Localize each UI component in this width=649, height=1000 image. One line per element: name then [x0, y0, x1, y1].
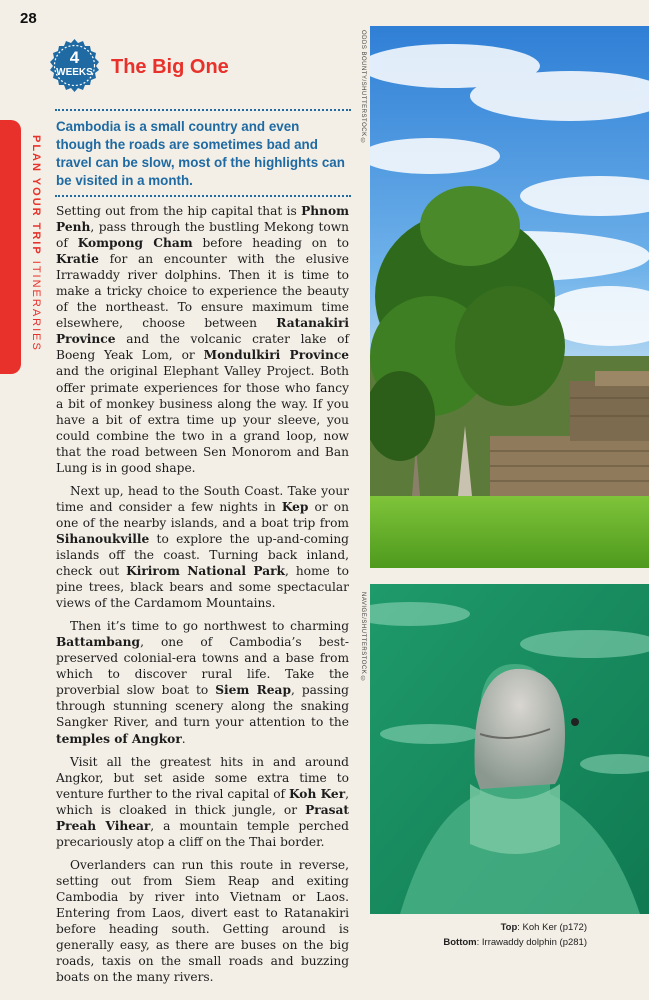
section-label-sub: ITINERARIES	[30, 260, 42, 352]
body-text-run: Then it’s time to go northwest to charming	[70, 619, 349, 634]
section-tab	[0, 120, 21, 374]
place-name: Battambang	[56, 635, 141, 650]
body-paragraph	[56, 483, 349, 611]
photo-credit-bottom: NAVIGE/SHUTTERSTOCK ©	[360, 592, 366, 683]
body-text-run: and the original Elephant Valley Project. Both offer primate experiences for those who fancy a bit of monkey business along the way. If you have a bit of extra time up your sleeve, you could combine the two in a grand loop, now that the road between Sen Monorom and Ban Lung is in good shape.	[56, 364, 349, 475]
body-text	[56, 203, 349, 992]
page-number: 28	[20, 10, 37, 27]
caption-bottom-text: : Irrawaddy dolphin (p281)	[476, 937, 587, 948]
place-name: Kompong Cham	[77, 236, 193, 251]
place-name: Koh Ker	[288, 786, 346, 801]
body-text-run: Setting out from the hip capital that is	[56, 204, 302, 218]
body-text-run: and the volcanic crater lake of Boeng Yeak Lom, or	[56, 332, 349, 363]
badge-number: 4	[69, 48, 80, 67]
body-text-run: , home to pine trees, black bears and some spectacular views of the Cardamom Mountains.	[56, 564, 349, 611]
caption-bottom	[443, 937, 587, 948]
body-paragraph	[56, 203, 349, 476]
place-name: Mondulkiri Province	[203, 348, 349, 363]
body-text-run: Visit all the greatest hits in and around Angkor, but set aside some extra time to venture further to the rival capital of	[56, 754, 349, 801]
body-text-run: .	[181, 731, 186, 746]
badge-unit: WEEKS	[56, 67, 93, 78]
body-text-run: for an encounter with the elusive Irrawaddy river dolphins. Then it is time to make a tricky choice to experience the beauty of the northeast. To ensure maximum time elsewhere, choose between	[56, 252, 349, 331]
place-name: Siem Reap	[215, 683, 291, 698]
body-text-run: to explore the up-and-coming islands off the coast. Turning back inland, check out	[56, 531, 349, 579]
body-text-run: , which is cloaked in thick jungle, or	[56, 786, 349, 817]
intro-divider-top	[55, 109, 351, 111]
intro-text: Cambodia is a small country and even though the roads are sometimes bad and travel can be slow, most of the highlights can be visited in a month.	[56, 119, 345, 188]
place-name: Ratanakiri Province	[56, 316, 349, 347]
dolphin-photo	[370, 584, 649, 914]
caption-bottom-label: Bottom	[443, 937, 477, 948]
body-paragraph	[56, 754, 349, 850]
body-text-run: , a mountain temple perched precariously atop a cliff on the Thai border.	[56, 818, 349, 849]
body-paragraph	[56, 618, 349, 746]
body-text-run: Next up, head to the South Coast. Take your time and consider a few nights in	[56, 483, 349, 514]
body-text-run: , pass through the bustling Mekong town of	[56, 220, 349, 251]
body-text-run: before heading on to	[192, 236, 349, 251]
body-text-run: , one of Cambodia’s best-preserved colonial-era towns and a base from which to discover rural life. Take the proverbial slow boat to	[56, 635, 349, 698]
section-label	[28, 135, 42, 352]
intro-divider-bottom	[55, 195, 351, 197]
place-name: temples of Angkor	[56, 731, 182, 746]
body-paragraph	[56, 857, 349, 985]
body-text-run: , passing through stunning scenery along the snaking Sangker River, and turn your attention to the	[56, 683, 349, 730]
caption-top-text: : Koh Ker (p172)	[517, 922, 587, 933]
body-text-run: Overlanders can run this route in reverse, setting out from Siem Reap and exiting Cambodia by river into Vietnam or Laos. Entering from Laos, divert east to Ratanakiri before heading south. Getting around is generally easy, as there are buses on the big roads, taxis on the small roads and buzzing boats on the many rivers.	[56, 857, 349, 985]
section-label-main: PLAN YOUR TRIP	[30, 135, 42, 256]
body-text-run: or on one of the nearby islands, and a boat trip from	[56, 499, 349, 530]
photo-credit-top: ODDS BOUNTY/SHUTTERSTOCK ©	[360, 30, 366, 146]
caption-top-label: Top	[500, 922, 518, 933]
place-name: Kratie	[56, 252, 99, 267]
koh-ker-photo	[370, 26, 649, 568]
place-name: Phnom Penh	[56, 204, 349, 235]
page-title: The Big One	[111, 56, 229, 78]
caption-top	[501, 922, 587, 933]
duration-badge-icon	[47, 38, 102, 93]
place-name: Kirirom National Park	[126, 564, 285, 579]
place-name: Kep	[281, 499, 309, 514]
place-name: Prasat Preah Vihear	[56, 802, 349, 833]
place-name: Sihanoukville	[56, 531, 150, 546]
